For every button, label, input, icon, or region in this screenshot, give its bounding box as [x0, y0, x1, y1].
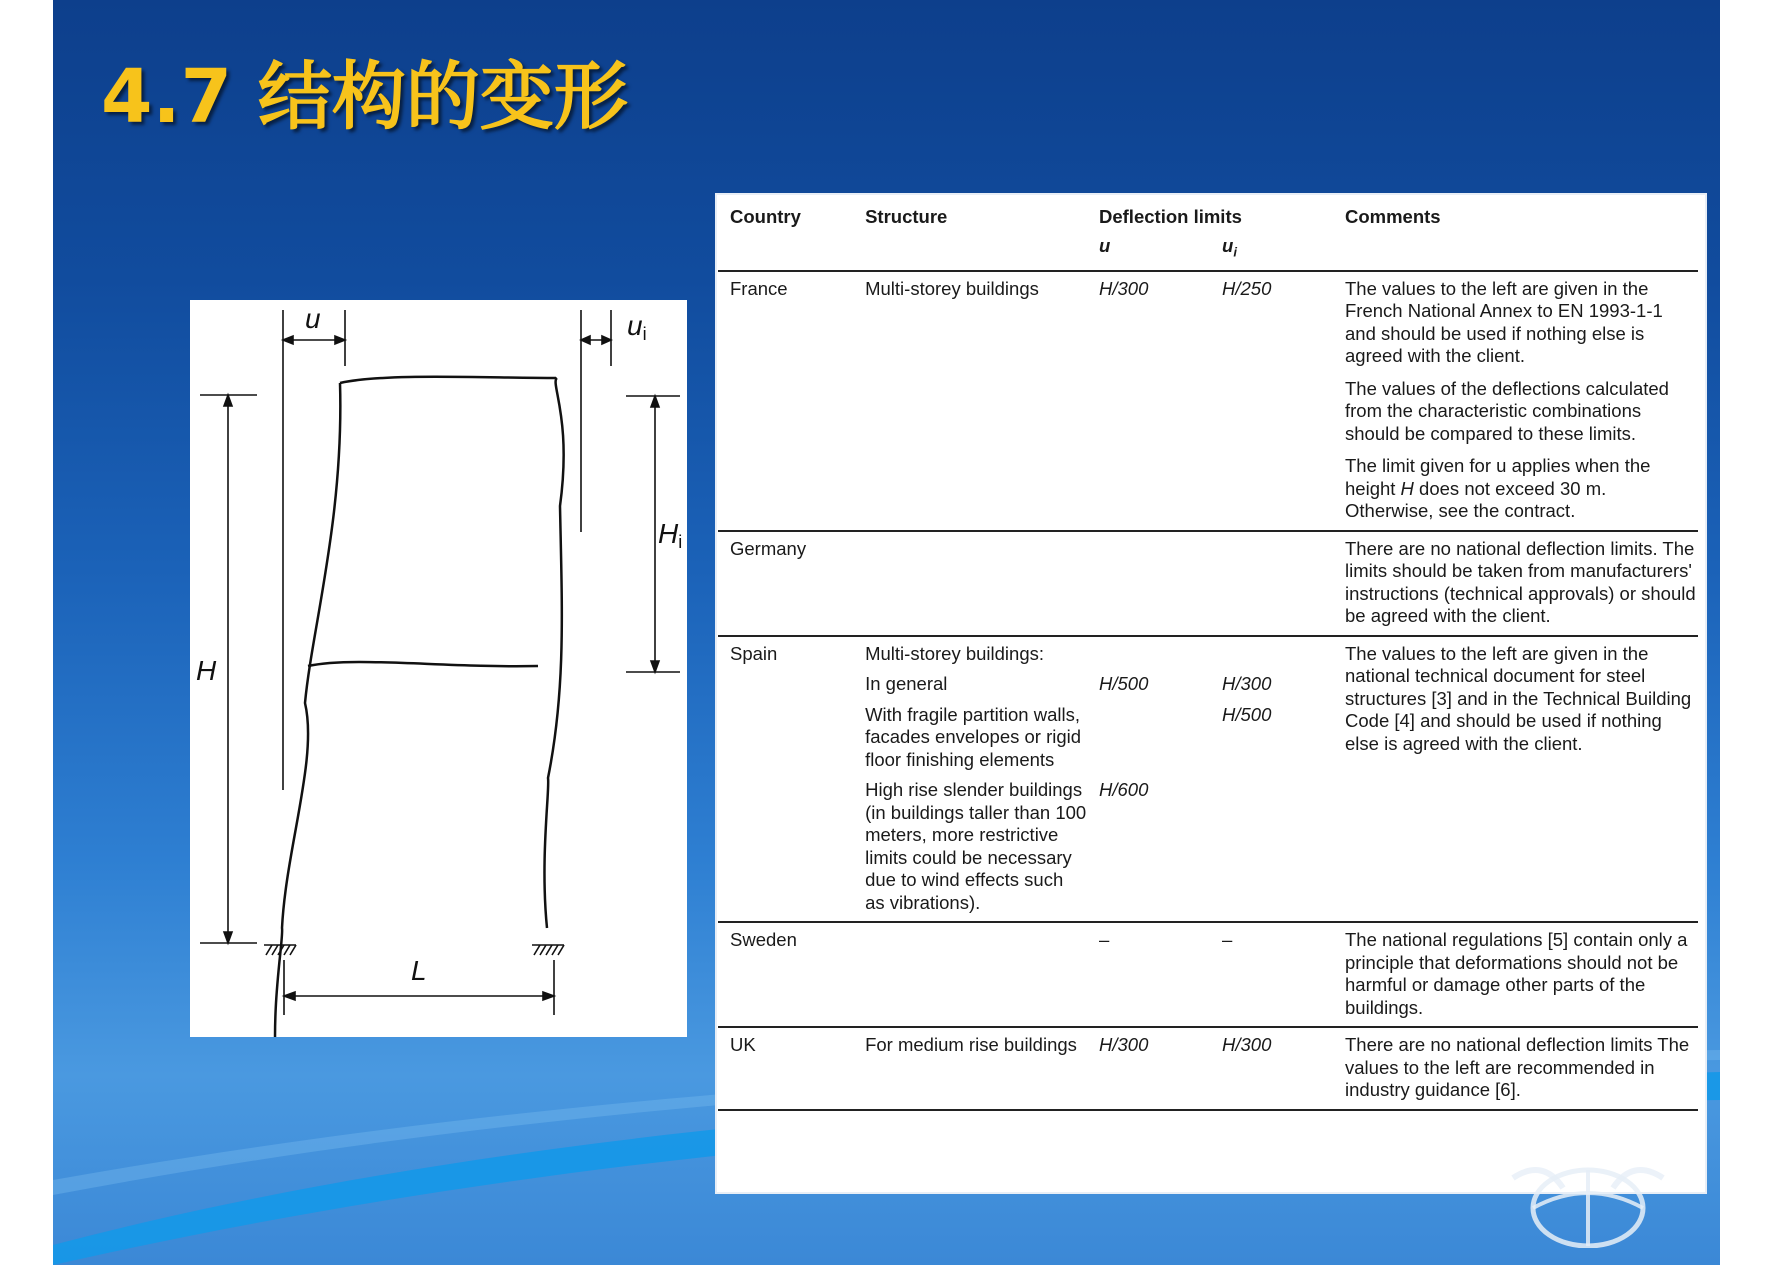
- right-support-hatch: [532, 945, 564, 955]
- table-row-sweden: [718, 922, 1698, 1027]
- cell-comments: The national regulations [5] contain only a principle that deformations should not be harmful or damage other parts of the buildings.: [1333, 922, 1698, 1027]
- cell-structure: For medium rise buildings: [853, 1027, 1087, 1110]
- comment-paragraph: The values of the deflections calculated from the characteristic combinations should be compared to these limits.: [1345, 377, 1669, 444]
- h-label: H: [196, 655, 217, 686]
- table-row-france: [718, 271, 1698, 531]
- ui-label: ui: [627, 310, 647, 344]
- cell-comments: [1333, 271, 1698, 531]
- cell-structure: Multi-storey buildings: [853, 271, 1087, 531]
- cell-country: Germany: [718, 531, 853, 636]
- ui-dimension: [581, 310, 611, 532]
- table-row-uk: [718, 1027, 1698, 1110]
- cell-country: UK: [718, 1027, 853, 1110]
- frame-left-column: [275, 383, 340, 1037]
- header-country: Country: [730, 206, 801, 227]
- cell-structure: In general: [865, 673, 948, 695]
- cell-ui: H/500: [1222, 703, 1272, 725]
- cell-ui: –: [1210, 922, 1333, 1027]
- u-label: u: [305, 303, 321, 334]
- cell-ui: H/300: [1222, 673, 1272, 695]
- header-comments: Comments: [1345, 206, 1441, 227]
- deflection-limits-table-panel: [717, 195, 1705, 1192]
- globe-logo-icon: [1503, 1148, 1673, 1248]
- cell-u: H/300: [1087, 271, 1210, 531]
- header-ui: $u_i$: [1222, 234, 1237, 260]
- cell-u: H/500: [1099, 673, 1149, 695]
- cell-comments: There are no national deflection limits The values to the left are recommended in industry guidance [6].: [1333, 1027, 1698, 1110]
- cell-ui: H/300: [1210, 1027, 1333, 1110]
- frame-deformation-diagram: [190, 300, 687, 1037]
- comment-paragraph: The values to the left are given in the French National Annex to EN 1993-1-1 and should be used if nothing else is agreed with the client.: [1345, 277, 1663, 367]
- header-deflection-limits: Deflection limits: [1099, 206, 1242, 227]
- slide-background: [53, 0, 1720, 1265]
- cell-ui: H/250: [1210, 271, 1333, 531]
- l-label: L: [411, 955, 427, 986]
- table-row-germany: [718, 531, 1698, 636]
- frame-diagram-svg: [190, 300, 687, 1037]
- u-dimension: [283, 310, 345, 790]
- cell-structure: Multi-storey buildings:: [853, 636, 1087, 666]
- cell-country: Spain: [718, 636, 853, 923]
- frame-top-beam: [340, 377, 556, 383]
- frame-mid-beam: [308, 662, 538, 666]
- cell-structure: High rise slender buildings (in buildings taller than 100 meters, more restrictive limits could be necessary due to wind effects such as vibrations).: [865, 779, 1087, 913]
- cell-structure: With fragile partition walls, facades envelopes or rigid floor finishing elements: [865, 703, 1082, 770]
- cell-u: –: [1087, 922, 1210, 1027]
- header-structure: Structure: [865, 206, 948, 227]
- frame-right-column: [544, 378, 563, 928]
- table-row-spain: [718, 636, 1698, 666]
- cell-comments: The values to the left are given in the national technical document for steel structures [3] and in the Technical Building Code [4] and should be used if nothing else is agreed with the client.: [1333, 636, 1698, 923]
- cell-u: H/600: [1099, 779, 1149, 801]
- cell-comments: There are no national deflection limits. The limits should be taken from manufacturers' instructions (technical approvals) or should be agreed with the client.: [1333, 531, 1698, 636]
- page-title: 4.7 结构的变形: [101, 54, 628, 140]
- cell-u: H/300: [1087, 1027, 1210, 1110]
- cell-country: France: [718, 271, 853, 531]
- header-u: u: [1099, 234, 1111, 256]
- comment-paragraph: The limit given for u applies when the height H does not exceed 30 m. Otherwise, see the contract.: [1345, 455, 1651, 522]
- cell-country: Sweden: [718, 922, 853, 1027]
- hi-label: Hi: [658, 518, 683, 552]
- deflection-limits-table: [718, 198, 1698, 1111]
